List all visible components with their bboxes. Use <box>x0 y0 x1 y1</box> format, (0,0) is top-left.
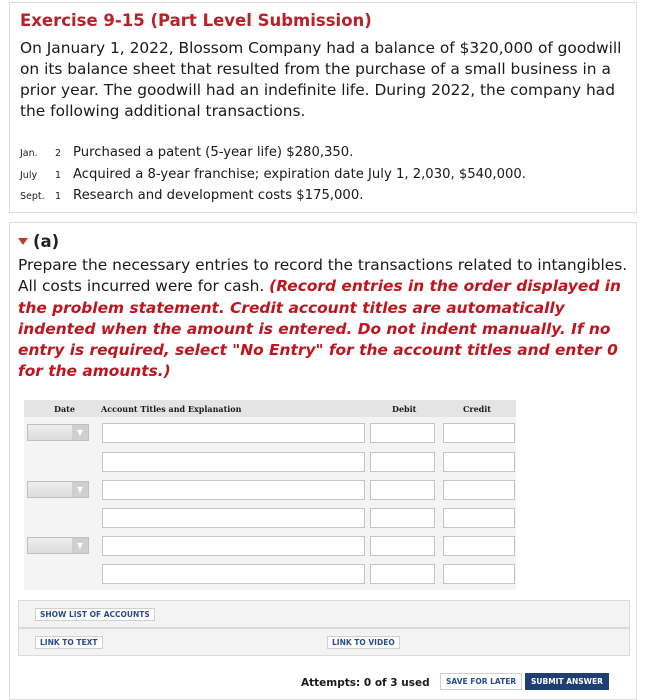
transaction-month: Jan. <box>20 148 38 159</box>
show-list-of-accounts-button[interactable]: SHOW LIST OF ACCOUNTS <box>35 608 155 621</box>
attempts-counter: Attempts: 0 of 3 used <box>301 677 430 689</box>
transaction-row <box>20 145 353 160</box>
date-select[interactable] <box>27 424 89 441</box>
credit-input[interactable] <box>443 564 515 584</box>
problem-intro: On January 1, 2022, Blossom Company had a balance of $320,000 of goodwill on its balance sheet that resulted from the purchase of a small business in a prior year. The goodwill had an indefinite life. During 2022, the company had the following additional transactions. <box>20 39 622 120</box>
part-a-card <box>9 222 637 700</box>
submit-answer-button[interactable]: SUBMIT ANSWER <box>525 673 609 690</box>
credit-column-header: Credit <box>463 404 491 414</box>
transaction-text: Purchased a patent (5-year life) $280,350. <box>73 145 354 160</box>
chevron-down-icon: ▼ <box>72 482 88 497</box>
journal-header-row <box>24 400 516 417</box>
debit-input[interactable] <box>370 452 435 472</box>
instruction-text: Prepare the necessary entries to record the transactions related to intangibles. All costs incurred were for cash. <box>18 256 628 296</box>
chevron-down-icon: ▼ <box>72 538 88 553</box>
account-title-input[interactable] <box>102 564 365 584</box>
chevron-down-icon: ▼ <box>72 425 88 440</box>
part-header[interactable] <box>18 232 59 251</box>
transaction-day: 1 <box>55 191 62 202</box>
debit-input[interactable] <box>370 480 435 500</box>
save-for-later-button[interactable]: SAVE FOR LATER <box>440 673 522 690</box>
debit-input[interactable] <box>370 423 435 443</box>
date-column-header: Date <box>54 404 75 414</box>
credit-input[interactable] <box>443 508 515 528</box>
journal-body <box>24 417 516 590</box>
credit-input[interactable] <box>443 480 515 500</box>
transaction-text: Acquired a 8-year franchise; expiration date July 1, 2,030, $540,000. <box>73 167 526 182</box>
account-title-input[interactable] <box>102 423 365 443</box>
journal-entry-table <box>24 400 516 590</box>
account-title-input[interactable] <box>102 452 365 472</box>
debit-input[interactable] <box>370 536 435 556</box>
date-select[interactable] <box>27 481 89 498</box>
account-column-header: Account Titles and Explanation <box>101 404 242 414</box>
link-to-text-button[interactable]: LINK TO TEXT <box>35 636 103 649</box>
part-label: (a) <box>33 232 60 251</box>
debit-column-header: Debit <box>392 404 417 414</box>
transaction-row <box>20 188 363 203</box>
instruction-emphasis: (Record entries in the order displayed in the problem statement. Credit account titles are automatically indented when the amount is entered. Do not indent manually. If no entry is required, select "No Entry" for the account titles and enter 0 for the amounts.) <box>18 277 621 381</box>
credit-input[interactable] <box>443 423 515 443</box>
debit-input[interactable] <box>370 564 435 584</box>
transaction-row <box>20 167 526 182</box>
account-title-input[interactable] <box>102 536 365 556</box>
account-title-input[interactable] <box>102 480 365 500</box>
transaction-day: 1 <box>55 170 62 181</box>
link-to-video-button[interactable]: LINK TO VIDEO <box>327 636 400 649</box>
credit-input[interactable] <box>443 452 515 472</box>
debit-input[interactable] <box>370 508 435 528</box>
problem-statement-card <box>9 2 637 213</box>
credit-input[interactable] <box>443 536 515 556</box>
transaction-day: 2 <box>55 148 62 159</box>
account-title-input[interactable] <box>102 508 365 528</box>
transaction-text: Research and development costs $175,000. <box>73 188 364 203</box>
resource-link-bar <box>18 628 630 656</box>
exercise-title: Exercise 9-15 (Part Level Submission) <box>20 11 372 30</box>
transaction-month: Sept. <box>20 191 45 202</box>
date-select[interactable] <box>27 537 89 554</box>
transaction-month: July <box>20 170 38 181</box>
accounts-link-bar <box>18 600 630 628</box>
collapse-triangle-icon[interactable] <box>18 238 28 245</box>
part-instructions <box>18 255 633 383</box>
